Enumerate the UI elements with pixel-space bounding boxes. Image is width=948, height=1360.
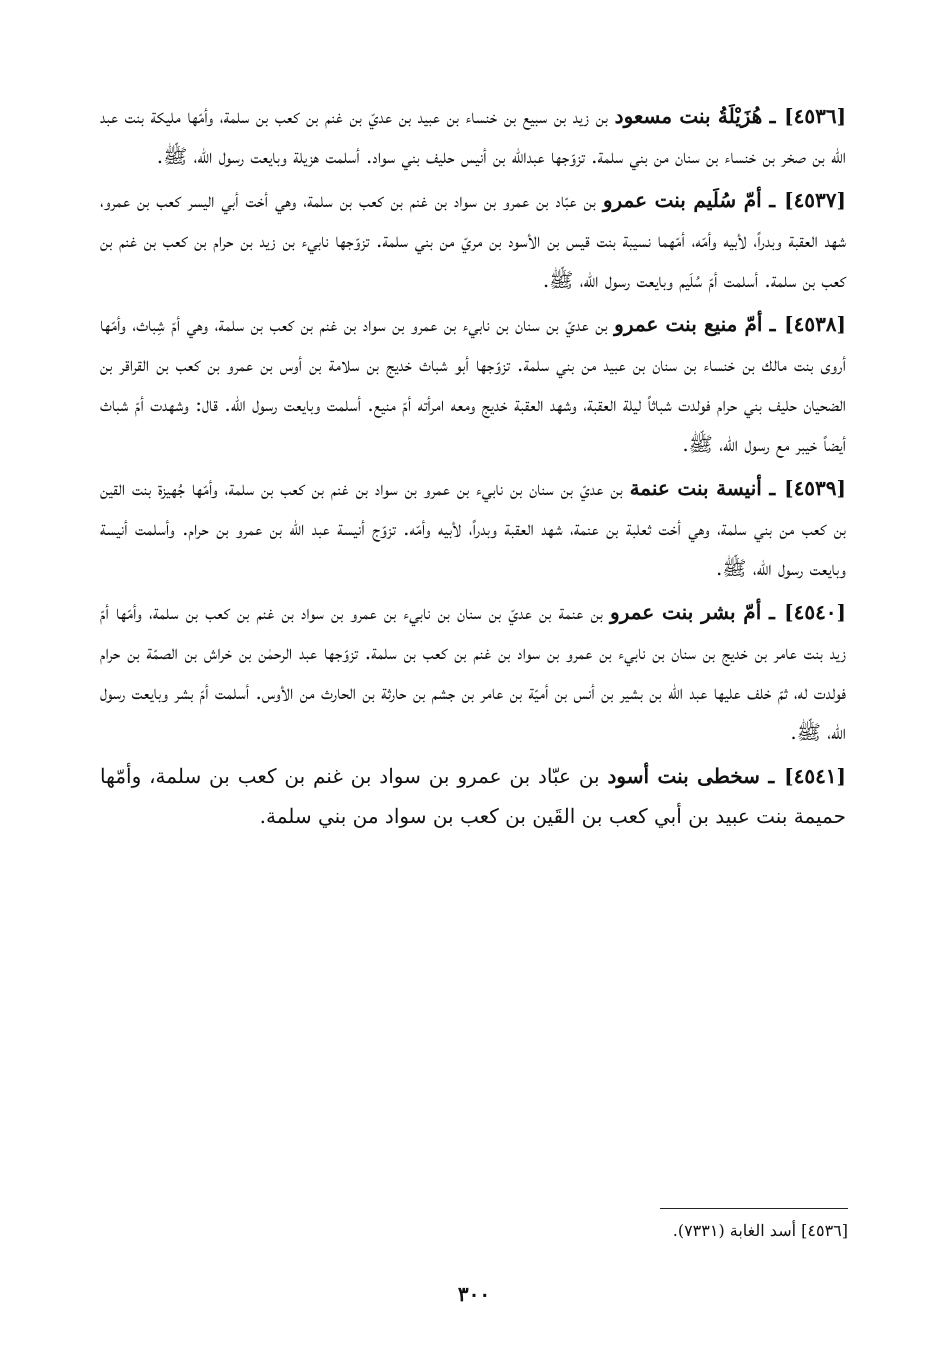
entry-number: [٤٥٣٩] — [784, 476, 846, 500]
entry-name: ـ أنيسة بنت عنمة — [629, 476, 776, 500]
entry-4538 — [100, 304, 846, 464]
entry-text: بن عبّاد بن عمرو بن سواد بن غنم بن كعب بن سلمة، وهي أخت أبي اليسر كعب بن عمرو، شهد العقبة وبدراً، لأبيه وأمّه، أمّهما نسيبة بنت قيس بن الأسود بن مريّ من بني سلمة. تزوّجها نابيء بن زيد بن حرام بن كعب بن غنم بن كعب بن سلمة. أسلمت أمّ سُلَيم وبايعت رسول الله، ﷺ. — [100, 188, 846, 292]
entry-number: [٤٥٣٦] — [784, 104, 847, 128]
entry-4539 — [100, 468, 846, 588]
entry-text: بن عنمة بن عديّ بن سنان بن نابيء بن عمرو بن سواد بن غنم بن كعب بن سلمة، وأمّها أمّ زيد بنت عامر بن خديج بن سنان بن نابيء بن عمرو بن سواد بن غنم بن كعب بن سلمة. تزوّجها عبد الرحمٰن بن خراش بن الصمّة بن حرام فولدت له، ثمّ خلف عليها عبد الله بن بشير بن أنس بن أميّة بن عامر بن جشم بن حارثة بن الحارث من الأوس. أسلمت أمّ بشر وبايعت رسول الله، ﷺ. — [100, 600, 846, 744]
entry-4540 — [100, 592, 846, 752]
main-text — [100, 96, 846, 840]
footnote: [٤٥٣٦] أسد الغابة (٧٣٣١). — [672, 1221, 848, 1240]
entry-name: ـ أمّ بشر بنت عمرو — [610, 600, 775, 624]
entry-4536 — [100, 96, 846, 176]
entry-name: ـ أمّ منيع بنت عمرو — [614, 312, 776, 336]
entry-name: ـ سخطى بنت أسود — [607, 764, 775, 788]
entry-name: ـ أمّ سُلَيم بنت عمرو — [602, 188, 776, 212]
entry-number: [٤٥٤٠] — [784, 600, 847, 624]
entry-4541 — [100, 756, 846, 836]
entry-text: بن عديّ بن سنان بن نابيء بن عمرو بن سواد بن غنم بن كعب بن سلمة، وهي أمّ شِباث، وأمّها أروى بنت مالك بن خنساء بن سنان بن عبيد من بني سلمة. تزوّجها أبو شباث خديج بن سلامة بن أوس بن عمرو بن كعب بن القراقر بن الضحيان حليف بني حرام فولدت شباثاً ليلة العقبة، وشهد العقبة خديج ومعه امرأته أمّ منيع. أسلمت وبايعت رسول الله. قال: وشهدت أمّ شباث أيضاً خيبر مع رسول الله، ﷺ. — [100, 312, 846, 456]
entry-text: بن زيد بن سبيع بن خنساء بن عبيد بن عديّ بن غنم بن كعب بن سلمة، وأمّها مليكة بنت عبد الله بن صخر بن خنساء بن سنان من بني سلمة. تزوّجها عبدالله بن أنيس حليف بني سواد. أسلمت هزيلة وبايعت رسول الله، ﷺ. — [100, 104, 846, 168]
entry-number: [٤٥٣٧] — [784, 188, 846, 212]
entry-text: بن عبّاد بن عمرو بن سواد بن غنم بن كعب بن سلمة، وأمّها حميمة بنت عبيد بن أبي كعب بن القَين بن كعب بن سواد من بني سلمة. — [100, 764, 846, 828]
footnote-divider — [660, 1208, 848, 1209]
entry-number: [٤٥٤١] — [784, 764, 847, 788]
entry-name: ـ هُزَيْلَةُ بنت مسعود — [614, 104, 776, 128]
entry-text: بن عديّ بن سنان بن نابيء بن عمرو بن سواد بن غنم بن كعب بن سلمة، وأمّها جُهيزة بنت القين بن كعب من بني سلمة، وهي أخت ثعلبة بن عنمة، شهد العقبة وبدراً، لأبيه وأمّه. تزوّج أنيسة عبد الله بن عمرو بن حرام. وأسلمت أنيسة وبايعت رسول الله، ﷺ. — [100, 476, 846, 580]
page-number: ٣٠٠ — [457, 1282, 491, 1306]
entry-4537 — [100, 180, 846, 300]
entry-number: [٤٥٣٨] — [784, 312, 847, 336]
